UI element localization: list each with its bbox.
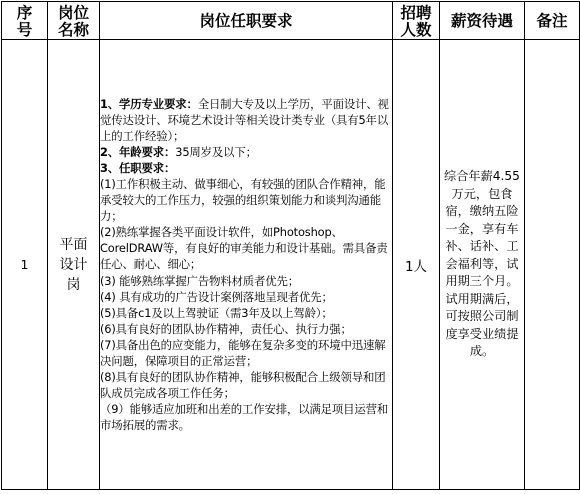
header-remarks: 备注: [525, 2, 580, 40]
duty-line: (5)具备c1及以上驾驶证（需3年及以上驾龄）；: [100, 305, 333, 320]
headcount-cell: 1人: [393, 40, 440, 490]
seq-cell: 1: [2, 40, 48, 490]
duty-line: 2、年龄要求：35周岁及以下；: [100, 144, 257, 159]
duty-line: (7)具备出色的应变能力，能够在复杂多变的环境中迅速解决问题，保障项目的正常运营；: [100, 337, 386, 369]
duty-line: (3) 能够熟练掌握广告物料材质者优先；: [100, 273, 300, 288]
salary-cell: 综合年薪4.55万元，包食宿，缴纳五险一金，享有车补、话补、工会福利等，试用期三个月。试用期满后，可按照公司制度享受业绩提成。: [440, 40, 525, 490]
job-requirements-table: [1, 1, 580, 490]
header-headcount: 招聘人数: [393, 2, 440, 40]
header-seq: 序号: [2, 2, 48, 40]
header-salary: 薪资待遇: [440, 2, 525, 40]
duty-line: 1、学历专业要求：全日制大专及以上学历，平面设计、视觉传达设计、环境艺术设计等相关设计类专业（具有5年以上的工作经验）；: [100, 96, 389, 143]
table-row: [2, 40, 580, 490]
position-cell: 平面设计岗: [48, 40, 100, 490]
duty-line: 3、任职要求：: [100, 160, 176, 175]
header-position: 岗位名称: [48, 2, 100, 40]
header-row: [2, 2, 580, 40]
header-duties: 岗位任职要求: [100, 2, 393, 40]
duty-line: (2)熟练掌握各类平面设计软件，如Photoshop、CorelDRAW等，有良好的审美能力和设计基础。需具备责任心、耐心、细心；: [100, 225, 388, 272]
duty-line: (8)具有良好的团队协作精神，能够积极配合上级领导和团队成员完成各项工作任务；: [100, 370, 386, 401]
duties-cell: [100, 40, 393, 490]
duty-line: (4) 具有成功的广告设计案例落地呈现者优先；: [100, 289, 333, 304]
duty-line: （9）能够适应加班和出差的工作安排，以满足项目运营和市场拓展的需求。: [100, 402, 389, 433]
duty-line: (6)具有良好的团队协作精神，责任心、执行力强；: [100, 321, 352, 336]
remarks-cell: [525, 40, 580, 490]
duty-line: (1)工作积极主动、做事细心，有较强的团队合作精神，能承受较大的工作压力，较强的组织策划能力和谈判沟通能力；: [100, 176, 386, 224]
